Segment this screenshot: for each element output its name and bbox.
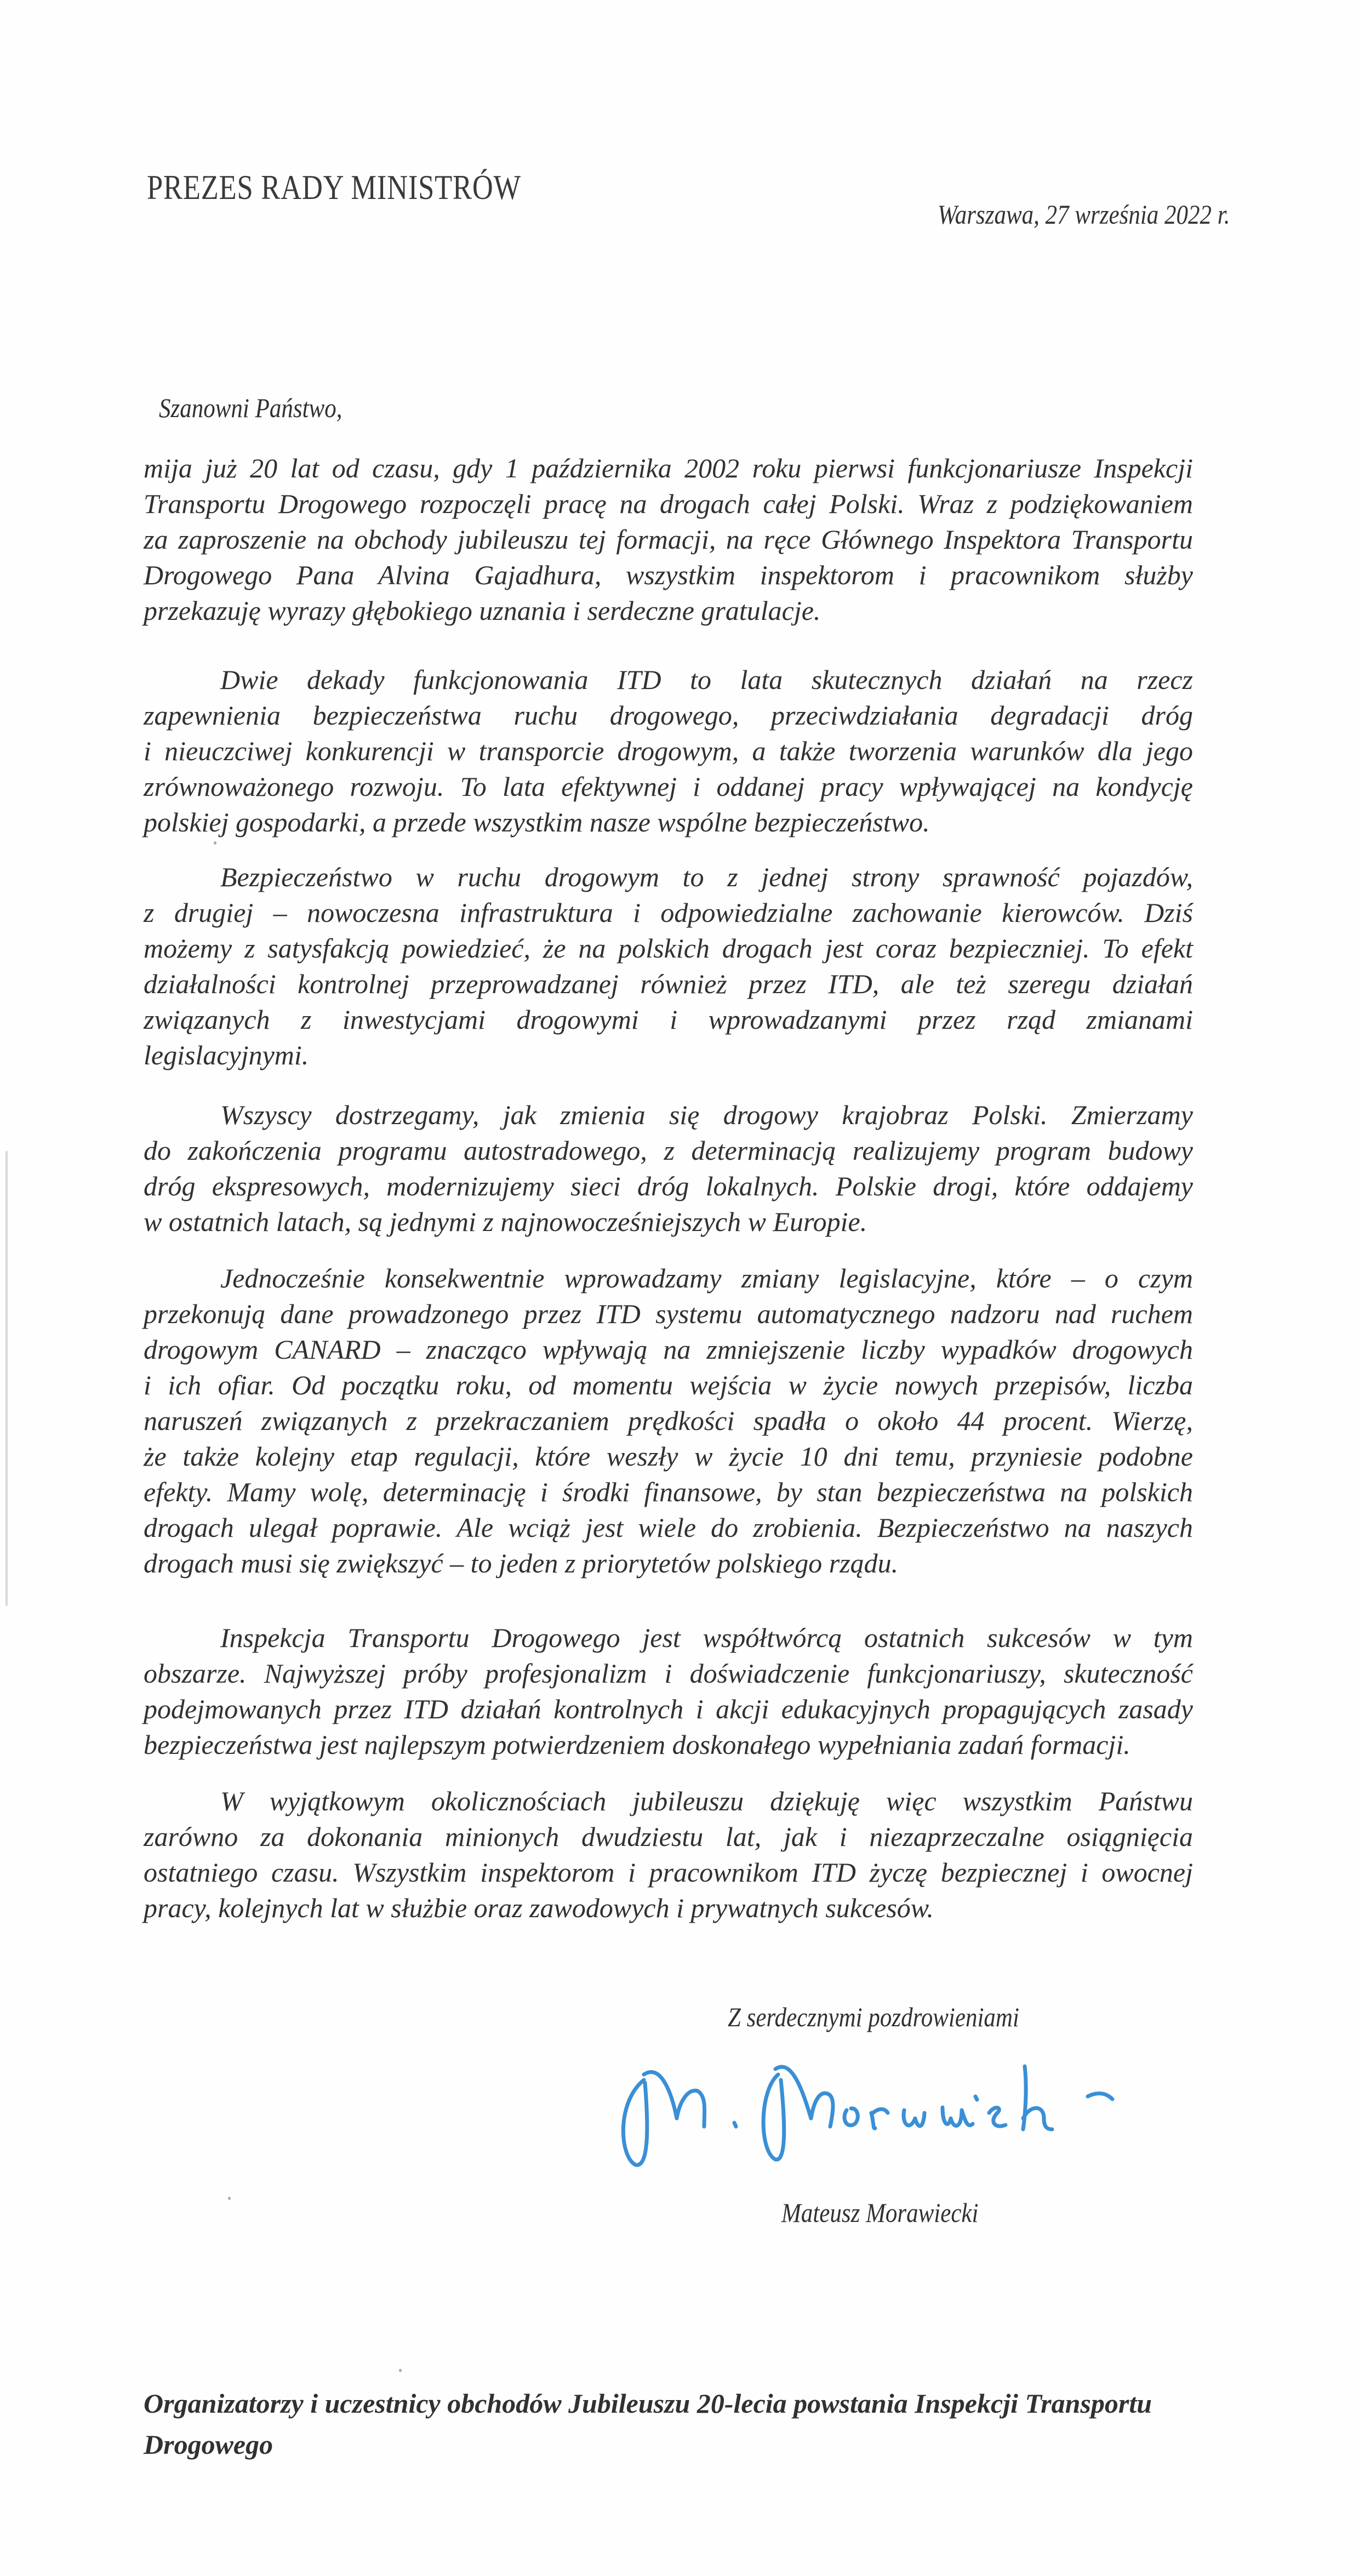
paragraph-line: obszarze. Najwyższej próby profesjonalizm i doświadczenie funkcjonariuszy, skuteczność: [144, 1658, 1193, 1689]
paragraph-line: związanych z inwestycjami drogowymi i wprowadzanymi przez rząd zmianami: [144, 1004, 1193, 1035]
scan-speck: [399, 2369, 402, 2372]
paragraph-line: przekazuję wyrazy głębokiego uznania i serdeczne gratulacje.: [144, 595, 821, 626]
paragraph-line: naruszeń związanych z przekraczaniem prędkości spadła o około 44 procent. Wierzę,: [144, 1405, 1193, 1436]
paragraph-line: ostatniego czasu. Wszystkim inspektorom i pracownikom ITD życzę bezpiecznej i owocnej: [144, 1857, 1193, 1888]
paragraph-line: dróg ekspresowych, modernizujemy sieci dróg lokalnych. Polskie drogi, które oddajemy: [144, 1171, 1193, 1201]
paragraph-line: Dwie dekady funkcjonowania ITD to lata skutecznych działań na rzecz: [220, 664, 1193, 695]
body-paragraph: [144, 451, 1193, 629]
paragraph-line: że także kolejny etap regulacji, które weszły w życie 10 dni temu, przyniesie podobne: [144, 1441, 1193, 1472]
addressee-line: Organizatorzy i uczestnicy obchodów Jubileuszu 20-lecia powstania Inspekcji Transportu: [144, 2388, 1152, 2419]
paragraph-line: zrównoważonego rozwoju. To lata efektywnej i oddanej pracy wpływającej na kondycję: [144, 771, 1193, 802]
body-paragraph: [144, 1783, 1193, 1926]
paragraph-line: Transportu Drogowego rozpoczęli pracę na drogach całej Polski. Wraz z podziękowaniem: [144, 488, 1193, 519]
paragraph-line: drogach ulegał poprawie. Ale wciąż jest wiele do zrobienia. Bezpieczeństwo na naszych: [144, 1512, 1193, 1543]
signer-name: Mateusz Morawiecki: [781, 2197, 979, 2228]
paragraph-line: Wszyscy dostrzegamy, jak zmienia się drogowy krajobraz Polski. Zmierzamy: [220, 1099, 1193, 1130]
paragraph-line: mija już 20 lat od czasu, gdy 1 października 2002 roku pierwsi funkcjonariusze Inspekcji: [144, 453, 1193, 483]
scan-speck: [228, 2197, 231, 2200]
paragraph-line: możemy z satysfakcją powiedzieć, że na polskich drogach jest coraz bezpieczniej. To efekt: [144, 933, 1193, 964]
letterhead-title: PREZES RADY MINISTRÓW: [147, 168, 521, 207]
addressee: [144, 2386, 1193, 2468]
letter-date: Warszawa, 27 września 2022 r.: [938, 199, 1230, 230]
paragraph-line: przekonują dane prowadzonego przez ITD systemu automatycznego nadzoru nad ruchem: [144, 1298, 1193, 1329]
body-paragraph: [144, 859, 1193, 1073]
salutation: Szanowni Państwo,: [159, 392, 342, 423]
paragraph-line: za zaproszenie na obchody jubileuszu tej formacji, na ręce Głównego Inspektora Transportu: [144, 524, 1193, 555]
paragraph-line: drogowym CANARD – znacząco wpływają na zmniejszenie liczby wypadków drogowych: [144, 1334, 1193, 1365]
paragraph-line: Bezpieczeństwo w ruchu drogowym to z jednej strony sprawność pojazdów,: [220, 862, 1193, 892]
paragraph-line: działalności kontrolnej przeprowadzanej również przez ITD, ale też szeregu działań: [144, 968, 1193, 999]
paragraph-line: Drogowego Pana Alvina Gajadhura, wszystkim inspektorom i pracownikom służby: [144, 560, 1193, 590]
paragraph-line: zarówno za dokonania minionych dwudziestu lat, jak i niezaprzeczalne osiągnięcia: [144, 1821, 1193, 1852]
paragraph-line: w ostatnich latach, są jednymi z najnowocześniejszych w Europie.: [144, 1206, 867, 1237]
paragraph-line: pracy, kolejnych lat w służbie oraz zawodowych i prywatnych sukcesów.: [144, 1893, 934, 1923]
paragraph-line: polskiej gospodarki, a przede wszystkim nasze wspólne bezpieczeństwo.: [144, 807, 930, 837]
paragraph-line: i nieuczciwej konkurencji w transporcie drogowym, a także tworzenia warunków dla jego: [144, 736, 1193, 766]
paragraph-line: Jednocześnie konsekwentnie wprowadzamy zmiany legislacyjne, które – o czym: [220, 1263, 1193, 1293]
addressee-line: Drogowego: [144, 2429, 273, 2460]
paragraph-line: bezpieczeństwa jest najlepszym potwierdzeniem doskonałego wypełniania zadań formacji.: [144, 1729, 1130, 1760]
paragraph-line: zapewnienia bezpieczeństwa ruchu drogowego, przeciwdziałania degradacji dróg: [144, 700, 1193, 731]
body-paragraph: [144, 662, 1193, 840]
paragraph-line: z drugiej – nowoczesna infrastruktura i odpowiedzialne zachowanie kierowców. Dziś: [144, 897, 1193, 928]
body-paragraph: [144, 1261, 1193, 1581]
paragraph-line: podejmowanych przez ITD działań kontrolnych i akcji edukacyjnych propagujących zasady: [144, 1694, 1193, 1724]
scan-edge-artifact: [5, 1151, 8, 1606]
paragraph-line: Inspekcja Transportu Drogowego jest współtwórcą ostatnich sukcesów w tym: [220, 1622, 1193, 1653]
paragraph-line: i ich ofiar. Od początku roku, od momentu wejścia w życie nowych przepisów, liczba: [144, 1370, 1193, 1400]
paragraph-line: legislacyjnymi.: [144, 1040, 309, 1070]
handwritten-signature: [611, 2058, 1219, 2168]
scan-speck: [214, 841, 216, 845]
closing-phrase: Z serdecznymi pozdrowieniami: [728, 2002, 1019, 2032]
body-paragraph: [144, 1620, 1193, 1763]
body-paragraph: [144, 1097, 1193, 1240]
paragraph-line: efekty. Mamy wolę, determinację i środki finansowe, by stan bezpieczeństwa na polskich: [144, 1477, 1193, 1507]
paragraph-line: W wyjątkowym okolicznościach jubileuszu dziękuję więc wszystkim Państwu: [220, 1786, 1193, 1816]
paragraph-line: do zakończenia programu autostradowego, z determinacją realizujemy program budowy: [144, 1135, 1193, 1166]
paragraph-line: drogach musi się zwiększyć – to jeden z priorytetów polskiego rządu.: [144, 1548, 899, 1578]
